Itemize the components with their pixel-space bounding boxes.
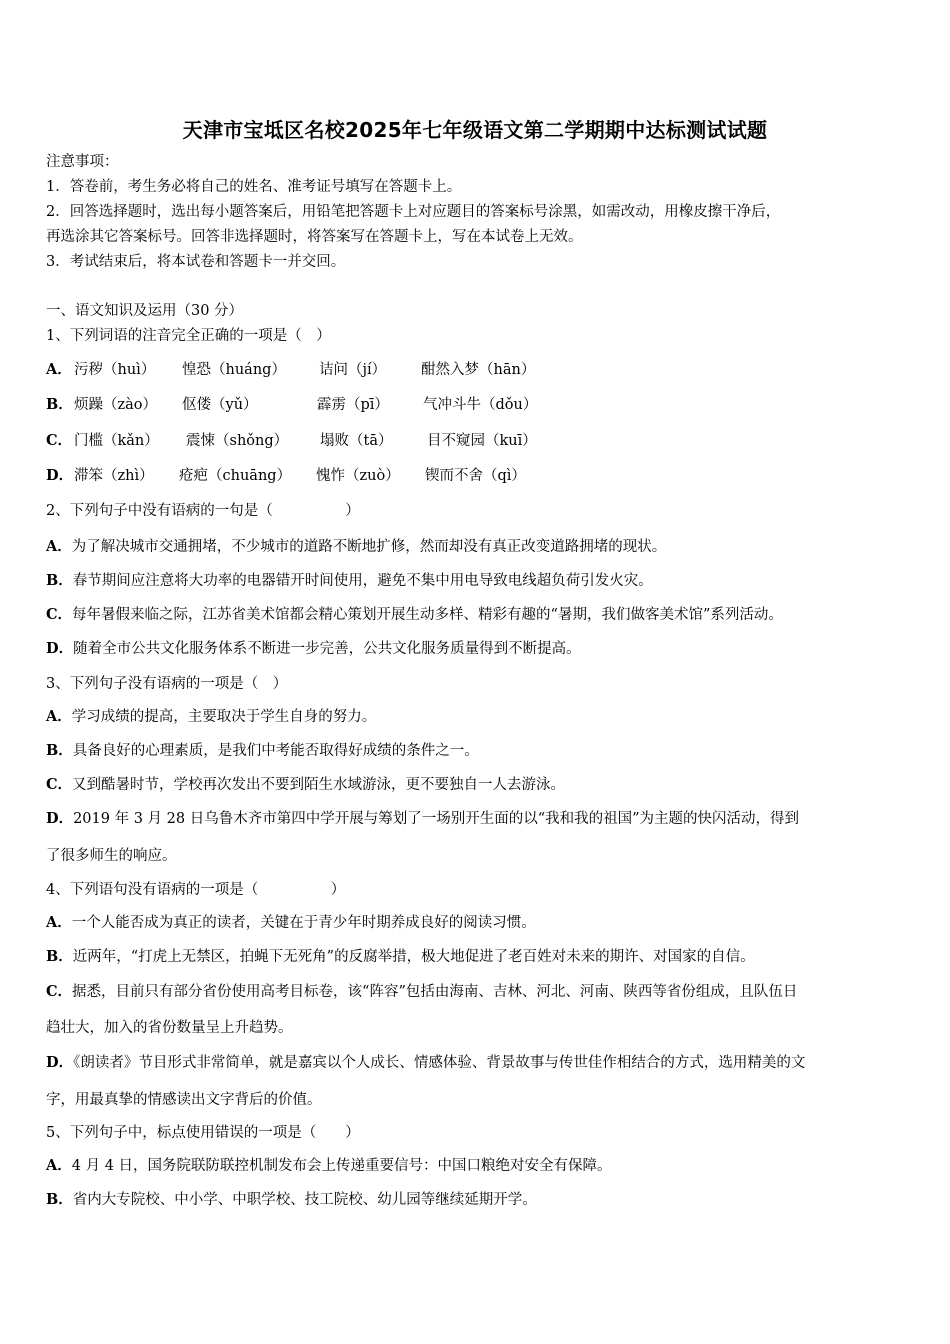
option-label: A． [46, 361, 72, 378]
option-label: C． [46, 432, 73, 449]
page-title: 天津市宝坻区名校2025年七年级语文第二学期期中达标测试试题 [182, 118, 768, 142]
q3-option-b [46, 741, 479, 761]
option-text: 省内大专院校、中小学、中职学校、技工院校、幼儿园等继续延期开学。 [72, 1192, 537, 1208]
option-label: D． [46, 810, 74, 827]
option-label: D． [46, 1054, 74, 1071]
option-word: 愧怍（zuò） [316, 468, 400, 484]
option-label: B． [46, 742, 73, 759]
notice-item: 再选涂其它答案标号。回答非选择题时，将答案写在答题卡上，写在本试卷上无效。 [46, 229, 583, 245]
option-word: 惶恐（huáng） [182, 362, 286, 378]
option-word: 酣然入梦（hān） [421, 362, 536, 378]
q4-option-c-cont: 趋壮大，加入的省份数量呈上升趋势。 [46, 1020, 293, 1036]
question-4-stem: 4、下列语句没有语病的一项是（ ） [46, 882, 346, 898]
option-text: 春节期间应注意将大功率的电器错开时间使用，避免不集中用电导致电线超负荷引发火灾。 [72, 573, 653, 589]
q4-option-d-cont: 字，用最真挚的情感读出文字背后的价值。 [46, 1092, 322, 1108]
question-5-stem: 5、下列句子中，标点使用错误的一项是（ ） [46, 1125, 360, 1141]
option-text: 具备良好的心理素质，是我们中考能否取得好成绩的条件之一。 [72, 743, 479, 759]
option-word: 滞笨（zhì） [74, 468, 154, 484]
option-word: 烦躁（zào） [74, 397, 158, 413]
q4-option-b [46, 947, 755, 967]
notice-item: 2．回答选择题时，选出每小题答案后，用铅笔把答题卡上对应题目的答案标号涂黑，如需改动，用橡皮擦干净后， [46, 204, 781, 220]
option-label: A． [46, 914, 72, 931]
option-label: A． [46, 708, 72, 725]
section-heading: 一、语文知识及运用（30 分） [46, 303, 244, 319]
option-text: 随着全市公共文化服务体系不断进一步完善，公共文化服务质量得到不断提高。 [73, 641, 581, 657]
option-text: 据悉，目前只有部分省份使用高考目标卷，该“阵容”包括由海南、吉林、河北、河南、陕西等省份组成，且队伍日 [72, 984, 798, 1000]
question-2-stem: 2、下列句子中没有语病的一句是（ ） [46, 503, 360, 519]
option-text: 每年暑假来临之际，江苏省美术馆都会精心策划开展生动多样、精彩有趣的“暑期，我们做客美术馆”系列活动。 [72, 607, 783, 623]
q2-option-d [46, 639, 581, 659]
option-label: C． [46, 776, 73, 793]
option-word: 塌败（tā） [320, 433, 393, 449]
option-word: 目不窥园（kuī） [427, 433, 537, 449]
q2-option-c [46, 605, 783, 625]
notice-heading: 注意事项： [46, 154, 119, 170]
option-label: A． [46, 538, 72, 555]
option-word: 霹雳（pī） [317, 397, 389, 413]
option-word: 诘问（jí） [319, 362, 387, 378]
option-word: 震悚（shǒng） [186, 433, 289, 449]
notice-item: 3．考试结束后，将本试卷和答题卡一并交回。 [46, 254, 346, 270]
option-text: 学习成绩的提高，主要取决于学生自身的努力。 [71, 709, 377, 725]
option-word: 伛偻（yǔ） [182, 397, 258, 413]
notice-item: 1．答卷前，考生务必将自己的姓名、准考证号填写在答题卡上。 [46, 179, 462, 195]
option-text: 又到酷暑时节，学校再次发出不要到陌生水域游泳，更不要独自一人去游泳。 [72, 777, 566, 793]
question-1-stem: 1、下列词语的注音完全正确的一项是（ ） [46, 328, 331, 344]
option-label: B． [46, 572, 73, 589]
option-text: 近两年，“打虎上无禁区，拍蝇下无死角”的反腐举措，极大地促进了老百姓对未来的期许、对国家的自信。 [72, 949, 755, 965]
q3-option-a [46, 707, 376, 727]
option-word: 门槛（kǎn） [74, 433, 159, 449]
option-word: 锲而不舍（qì） [425, 468, 526, 484]
q3-option-c [46, 775, 565, 795]
q3-option-d [46, 809, 799, 829]
option-text: 《朗读者》节目形式非常简单，就是嘉宾以个人成长、情感体验、背景故事与传世佳作相结合的方式，选用精美的文 [73, 1055, 806, 1071]
option-label: A． [46, 1157, 72, 1174]
q5-option-a [46, 1156, 612, 1176]
option-label: B． [46, 1191, 73, 1208]
option-label: D． [46, 640, 74, 657]
q4-option-a [46, 913, 536, 933]
option-label: D． [46, 467, 74, 484]
option-label: C． [46, 983, 73, 1000]
option-text: 为了解决城市交通拥堵，不少城市的道路不断地扩修，然而却没有真正改变道路拥堵的现状。 [71, 539, 667, 555]
q2-option-b [46, 571, 653, 591]
option-label: B． [46, 948, 73, 965]
option-text: 2019 年 3 月 28 日乌鲁木齐市第四中学开展与筹划了一场别开生面的以“我和我的祖国”为主题的快闪活动，得到 [73, 811, 800, 827]
q4-option-c [46, 982, 797, 1002]
option-text: 一个人能否成为真正的读者，关键在于青少年时期养成良好的阅读习惯。 [71, 915, 536, 931]
option-word: 气冲斗牛（dǒu） [423, 397, 538, 413]
q5-option-b [46, 1190, 537, 1210]
q4-option-d [46, 1053, 805, 1073]
q3-option-d-cont: 了很多师生的响应。 [46, 848, 177, 864]
q2-option-a [46, 537, 666, 557]
option-label: B． [46, 396, 73, 413]
option-word: 污秽（huì） [74, 362, 156, 378]
option-word: 疮疤（chuāng） [179, 468, 292, 484]
question-3-stem: 3、下列句子没有语病的一项是（ ） [46, 676, 288, 692]
option-text: 4 月 4 日，国务院联防联控机制发布会上传递重要信号：中国口粮绝对安全有保障。 [71, 1158, 612, 1174]
option-label: C． [46, 606, 73, 623]
